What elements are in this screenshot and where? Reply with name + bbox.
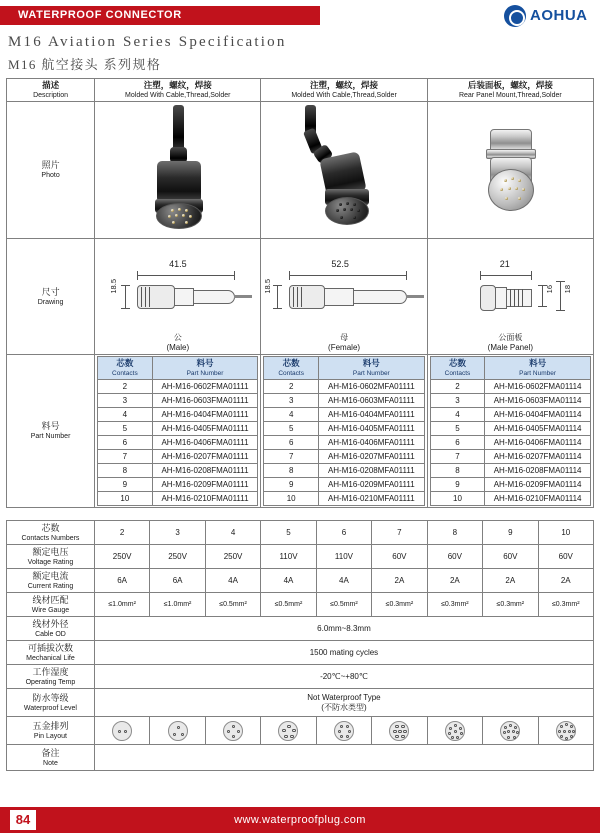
drawing-caption-female: 母 (Female)	[328, 332, 361, 352]
table-row	[264, 394, 424, 408]
current-value: 6A	[150, 569, 205, 593]
pn-value: AH-M16-0209FMA01111	[152, 478, 258, 492]
table-row	[430, 450, 590, 464]
contacts-number-value: 7	[372, 521, 427, 545]
pn-contacts: 6	[430, 436, 485, 450]
cable-od-value: 6.0mm~8.3mm	[94, 617, 593, 641]
current-value: 2A	[372, 569, 427, 593]
pn-contacts: 9	[430, 478, 485, 492]
pn-contacts: 3	[98, 394, 152, 408]
column-header-3: 后装面板，螺纹，焊接 Rear Panel Mount,Thread,Solder	[427, 79, 593, 102]
table-row	[430, 394, 590, 408]
pn-value: AH-M16-0603FMA01111	[152, 394, 258, 408]
contacts-number-value: 4	[205, 521, 260, 545]
row-label-contacts-numbers: 芯数 Contacts Numbers	[7, 521, 95, 545]
pn-value: AH-M16-0406FMA01114	[485, 436, 591, 450]
page-footer	[0, 807, 600, 833]
table-row	[98, 478, 258, 492]
contacts-number-value: 9	[483, 521, 538, 545]
table-row-drawing	[7, 239, 594, 355]
pn-value: AH-M16-0209MFA01111	[318, 478, 424, 492]
pn-contacts: 8	[264, 464, 318, 478]
pn-contacts: 4	[264, 408, 318, 422]
wire-gauge-value: ≤0.5mm²	[316, 593, 371, 617]
voltage-value: 60V	[372, 545, 427, 569]
pin-layout-2	[94, 717, 149, 745]
current-value: 4A	[316, 569, 371, 593]
drawing-caption-male: 公 (Male)	[166, 332, 190, 352]
mechanical-life-value: 1500 mating cycles	[94, 641, 593, 665]
pn-value: AH-M16-0207FMA01111	[152, 450, 258, 464]
pn-value: AH-M16-0404FMA01114	[485, 408, 591, 422]
drawing-female	[261, 239, 427, 355]
pn-contacts: 2	[264, 380, 318, 394]
current-value: 2A	[483, 569, 538, 593]
table-row	[430, 408, 590, 422]
table-row	[264, 478, 424, 492]
pn-contacts: 10	[264, 492, 318, 506]
pn-value: AH-M16-0404MFA01111	[318, 408, 424, 422]
part-number-group-3	[427, 355, 593, 508]
pn-header-contacts-2: 芯数 Contacts	[264, 357, 318, 380]
pn-value: AH-M16-0603FMA01114	[485, 394, 591, 408]
row-label-wire-gauge: 线材匹配 Wire Gauge	[7, 593, 95, 617]
pn-contacts: 9	[264, 478, 318, 492]
pn-contacts: 9	[98, 478, 152, 492]
pn-header-contacts-1: 芯数 Contacts	[98, 357, 152, 380]
voltage-value: 110V	[316, 545, 371, 569]
page-number: 84	[10, 810, 36, 830]
table-row-note	[7, 745, 594, 771]
pn-contacts: 5	[430, 422, 485, 436]
table-row	[98, 380, 258, 394]
pn-value: AH-M16-0208MFA01111	[318, 464, 424, 478]
pn-value: AH-M16-0406MFA01111	[318, 436, 424, 450]
table-row	[430, 478, 590, 492]
pn-contacts: 5	[264, 422, 318, 436]
pn-value: AH-M16-0405MFA01111	[318, 422, 424, 436]
waterproof-level-value: Not Waterproof Type (不防水类型)	[94, 689, 593, 717]
pin-layout-6	[316, 717, 371, 745]
pn-contacts: 2	[430, 380, 485, 394]
wire-gauge-value: ≤0.5mm²	[261, 593, 316, 617]
drawing-caption-panel: 公面板 (Male Panel)	[487, 332, 534, 352]
pin-layout-9	[483, 717, 538, 745]
pn-header-part-1: 料号 Part Number	[152, 357, 258, 380]
row-label-description: 描述 Description	[7, 79, 95, 102]
header-banner	[0, 6, 320, 25]
dim-length-male: 41.5	[169, 258, 187, 269]
pn-contacts: 10	[98, 492, 152, 506]
table-row-cable-od	[7, 617, 594, 641]
pn-contacts: 5	[98, 422, 152, 436]
pin-layout-5	[261, 717, 316, 745]
contacts-number-value: 10	[538, 521, 593, 545]
table-row-contacts-numbers	[7, 521, 594, 545]
pn-value: AH-M16-0602FMA01111	[152, 380, 258, 394]
contacts-number-value: 8	[427, 521, 482, 545]
pn-value: AH-M16-0210FMA01111	[152, 492, 258, 506]
pn-contacts: 4	[98, 408, 152, 422]
table-row	[98, 492, 258, 506]
pn-contacts: 7	[430, 450, 485, 464]
table-row	[264, 450, 424, 464]
specification-table	[6, 78, 594, 508]
contacts-number-value: 5	[261, 521, 316, 545]
pn-value: AH-M16-0210FMA01114	[485, 492, 591, 506]
table-row	[98, 394, 258, 408]
pin-layout-7	[372, 717, 427, 745]
voltage-value: 60V	[427, 545, 482, 569]
contacts-number-value: 3	[150, 521, 205, 545]
table-row	[430, 464, 590, 478]
column-header-1: 注塑，螺纹，焊接 Molded With Cable,Thread,Solder	[95, 79, 261, 102]
row-label-operating-temp: 工作湿度 Operating Temp	[7, 665, 95, 689]
drawing-male	[95, 239, 261, 355]
note-value	[94, 745, 593, 771]
table-row-current-rating	[7, 569, 594, 593]
pin-layout-10	[538, 717, 593, 745]
electrical-specification-table	[6, 520, 594, 771]
voltage-value: 250V	[150, 545, 205, 569]
table-row	[98, 464, 258, 478]
drawing-panel	[427, 239, 593, 355]
row-label-pin-layout: 五金排列 Pin Layout	[7, 717, 95, 745]
table-row	[264, 422, 424, 436]
table-row-part-number	[7, 355, 594, 508]
row-label-mechanical-life: 可插拔次数 Mechanical Life	[7, 641, 95, 665]
voltage-value: 60V	[538, 545, 593, 569]
pn-header-part-2: 料号 Part Number	[318, 357, 424, 380]
wire-gauge-value: ≤0.3mm²	[483, 593, 538, 617]
voltage-value: 250V	[205, 545, 260, 569]
table-row-mechanical-life	[7, 641, 594, 665]
table-row	[264, 380, 424, 394]
column-header-2: 注塑，螺纹，焊接 Molded With Cable,Thread,Solder	[261, 79, 427, 102]
pn-value: AH-M16-0406FMA01111	[152, 436, 258, 450]
photo-female-molded	[261, 102, 427, 239]
table-row	[98, 422, 258, 436]
pn-contacts: 6	[264, 436, 318, 450]
table-row	[98, 408, 258, 422]
dim-diameter-female: 18.5	[263, 278, 273, 294]
page-title-cn: M16 航空接头 系列规格	[8, 57, 162, 72]
wire-gauge-value: ≤0.5mm²	[205, 593, 260, 617]
pn-value: AH-M16-0209FMA01114	[485, 478, 591, 492]
voltage-value: 110V	[261, 545, 316, 569]
wire-gauge-value: ≤1.0mm²	[150, 593, 205, 617]
pin-layout-4	[205, 717, 260, 745]
row-label-note: 备注 Note	[7, 745, 95, 771]
dim-length-panel: 21	[499, 258, 510, 269]
pn-value: AH-M16-0208FMA01111	[152, 464, 258, 478]
pn-header-part-3: 料号 Part Number	[485, 357, 591, 380]
part-number-group-2	[261, 355, 427, 508]
contacts-number-value: 2	[94, 521, 149, 545]
pin-layout-3	[150, 717, 205, 745]
voltage-value: 60V	[483, 545, 538, 569]
page-title-en: M16 Aviation Series Specification	[8, 34, 287, 50]
dim-diameter-panel-1: 16	[544, 284, 554, 293]
current-value: 6A	[94, 569, 149, 593]
contacts-number-value: 6	[316, 521, 371, 545]
table-row-wire-gauge	[7, 593, 594, 617]
footer-website-url[interactable]: www.waterproofplug.com	[234, 814, 366, 826]
company-logo	[504, 3, 590, 29]
table-row	[430, 380, 590, 394]
table-row	[98, 450, 258, 464]
wire-gauge-value: ≤0.3mm²	[427, 593, 482, 617]
part-number-group-1	[95, 355, 261, 508]
wire-gauge-value: ≤0.3mm²	[538, 593, 593, 617]
page-header	[0, 0, 600, 32]
pn-contacts: 8	[98, 464, 152, 478]
wire-gauge-value: ≤0.3mm²	[372, 593, 427, 617]
table-row	[264, 492, 424, 506]
table-row	[264, 436, 424, 450]
row-label-cable-od: 线材外径 Cable OD	[7, 617, 95, 641]
pn-contacts: 7	[264, 450, 318, 464]
pn-value: AH-M16-0210MFA01111	[318, 492, 424, 506]
voltage-value: 250V	[94, 545, 149, 569]
pn-contacts: 10	[430, 492, 485, 506]
pn-value: AH-M16-0602MFA01111	[318, 380, 424, 394]
pn-contacts: 7	[98, 450, 152, 464]
table-row	[264, 464, 424, 478]
table-row-voltage-rating	[7, 545, 594, 569]
pn-value: AH-M16-0603MFA01111	[318, 394, 424, 408]
table-row-photo	[7, 102, 594, 239]
dim-diameter-panel-2: 18	[562, 284, 572, 293]
table-row-waterproof-level	[7, 689, 594, 717]
table-row	[264, 408, 424, 422]
table-row	[430, 436, 590, 450]
logo-text: AOHUA	[530, 7, 588, 24]
pn-contacts: 4	[430, 408, 485, 422]
pn-value: AH-M16-0405FMA01114	[485, 422, 591, 436]
header-banner-text: WATERPROOF CONNECTOR	[18, 9, 182, 21]
pn-contacts: 2	[98, 380, 152, 394]
pn-value: AH-M16-0404FMA01111	[152, 408, 258, 422]
row-label-voltage-rating: 额定电压 Voltage Rating	[7, 545, 95, 569]
pn-contacts: 3	[430, 394, 485, 408]
operating-temp-value: -20℃~+80℃	[94, 665, 593, 689]
row-label-part-number: 料号 Part Number	[7, 355, 95, 508]
row-label-drawing: 尺寸 Drawing	[7, 239, 95, 355]
current-value: 4A	[205, 569, 260, 593]
pn-header-contacts-3: 芯数 Contacts	[430, 357, 485, 380]
pn-value: AH-M16-0207FMA01114	[485, 450, 591, 464]
pn-contacts: 8	[430, 464, 485, 478]
dim-diameter-male: 18.5	[109, 278, 119, 294]
pn-contacts: 6	[98, 436, 152, 450]
pn-value: AH-M16-0208FMA01114	[485, 464, 591, 478]
row-label-waterproof-level: 防水等级 Waterproof Level	[7, 689, 95, 717]
current-value: 2A	[427, 569, 482, 593]
table-row-operating-temp	[7, 665, 594, 689]
table-row-pin-layout	[7, 717, 594, 745]
table-row	[430, 492, 590, 506]
current-value: 2A	[538, 569, 593, 593]
photo-panel-mount	[427, 102, 593, 239]
pn-contacts: 3	[264, 394, 318, 408]
table-row-description	[7, 79, 594, 102]
pn-value: AH-M16-0405FMA01111	[152, 422, 258, 436]
dim-length-female: 52.5	[331, 258, 349, 269]
pn-value: AH-M16-0602FMA01114	[485, 380, 591, 394]
row-label-photo: 照片 Photo	[7, 102, 95, 239]
logo-circle-icon	[504, 5, 526, 27]
current-value: 4A	[261, 569, 316, 593]
table-row	[98, 436, 258, 450]
pin-layout-8	[427, 717, 482, 745]
row-label-current-rating: 额定电流 Current Rating	[7, 569, 95, 593]
table-row	[430, 422, 590, 436]
pn-value: AH-M16-0207MFA01111	[318, 450, 424, 464]
photo-male-molded	[95, 102, 261, 239]
wire-gauge-value: ≤1.0mm²	[94, 593, 149, 617]
